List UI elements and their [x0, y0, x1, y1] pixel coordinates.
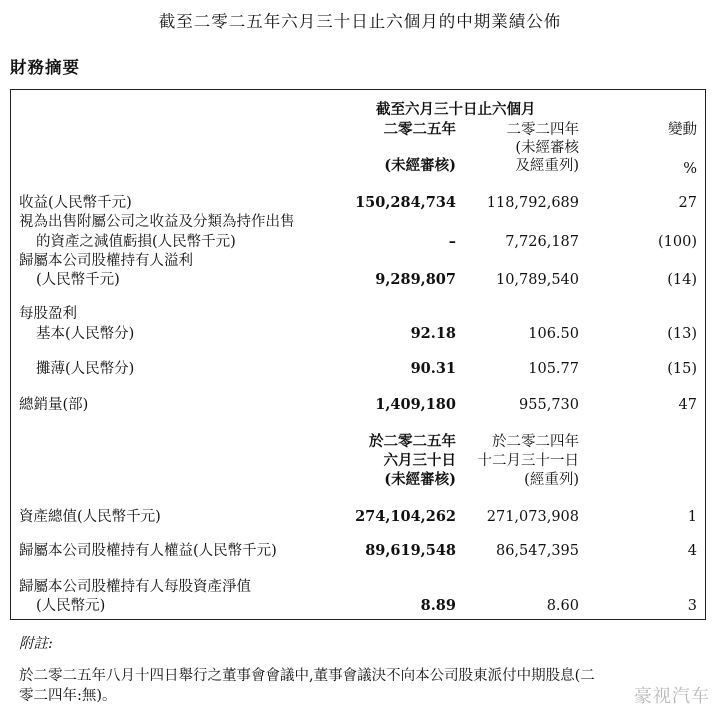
col-2025-header: 二零二五年 [383, 121, 456, 138]
row-label-total-assets: 資產總值(人民幣千元) [19, 509, 161, 525]
row-value-assets-2025: 274,104,262 [355, 508, 456, 525]
row-label-disposal-cont: 的資產之減值虧損(人民幣千元) [36, 234, 236, 250]
col-2024-date-line1: 於二零二四年 [492, 434, 579, 450]
col-2024-date-line2: 十二月三十一日 [477, 453, 579, 469]
watermark: 豪视汽车 [634, 686, 710, 707]
col-2024-header: 二零二四年 [506, 122, 579, 138]
col-2024-date-restated: (經重列) [524, 472, 579, 488]
row-value-disposal-change: (100) [658, 234, 697, 250]
row-label-revenue: 收益(人民幣千元) [19, 195, 132, 211]
row-value-assets-change: 1 [687, 509, 697, 525]
row-label-profit: 歸屬本公司股權持有人溢利 [19, 253, 193, 269]
row-value-sales-change: 47 [678, 397, 697, 413]
row-label-profit-cont: (人民幣千元) [36, 272, 120, 288]
row-value-revenue-2025: 150,284,734 [355, 194, 456, 211]
col-2025-date-line2: 六月三十日 [383, 452, 456, 469]
percent-header: % [683, 161, 697, 177]
row-value-profit-2025: 9,289,807 [375, 271, 456, 288]
row-value-disposal-2024: 7,726,187 [505, 234, 579, 250]
row-value-equity-2025: 89,619,548 [365, 542, 456, 559]
row-value-eps-diluted-change: (15) [667, 361, 697, 377]
financial-summary-box [10, 89, 706, 620]
row-label-eps-basic: 基本(人民幣分) [36, 326, 135, 342]
row-value-sales-2024: 955,730 [519, 397, 579, 413]
row-value-sales-2025: 1,409,180 [375, 396, 456, 413]
row-value-equity-change: 4 [687, 543, 697, 559]
note-heading: 附註: [19, 636, 53, 652]
row-value-eps-diluted-2025: 90.31 [410, 360, 456, 377]
row-value-revenue-change: 27 [678, 195, 697, 211]
section-heading: 財務摘要 [10, 58, 80, 77]
row-label-disposal: 視為出售附屬公司之收益及分類為持作出售 [19, 214, 295, 230]
eps-heading: 每股盈利 [19, 306, 77, 322]
col-2024-restated: 及經重列) [515, 158, 579, 174]
note-line-2: 零二四年:無)。 [19, 688, 117, 704]
row-label-equity: 歸屬本公司股權持有人權益(人民幣千元) [19, 543, 277, 559]
row-value-equity-2024: 86,547,395 [495, 543, 579, 559]
row-value-disposal-2025: – [448, 233, 456, 250]
row-label-eps-diluted: 攤薄(人民幣分) [36, 361, 135, 377]
row-value-nav-change: 3 [687, 598, 697, 614]
row-value-profit-change: (14) [667, 272, 697, 288]
change-header: 變動 [668, 122, 697, 138]
row-value-eps-diluted-2024: 105.77 [528, 361, 579, 377]
row-value-nav-2024: 8.60 [546, 598, 579, 614]
row-value-eps-basic-2024: 106.50 [528, 326, 579, 342]
row-value-profit-2024: 10,789,540 [495, 272, 579, 288]
row-label-nav-per-share-cont: (人民幣元) [36, 598, 106, 614]
row-value-revenue-2024: 118,792,689 [486, 195, 579, 211]
col-2025-unaudited: (未經審核) [384, 157, 456, 174]
note-line-1: 於二零二五年八月十四日舉行之董事會會議中,董事會議決不向本公司股東派付中期股息(二 [19, 668, 595, 684]
row-value-nav-2025: 8.89 [420, 597, 456, 614]
row-label-sales-volume: 總銷量(部) [19, 397, 89, 413]
row-value-assets-2024: 271,073,908 [486, 509, 579, 525]
col-2024-unaudited: (未經審核 [515, 140, 579, 156]
row-value-eps-basic-change: (13) [667, 326, 697, 342]
col-2025-date-unaudited: (未經審核) [384, 471, 456, 488]
page-title: 截至二零二五年六月三十日止六個月的中期業績公佈 [158, 12, 562, 31]
row-label-nav-per-share: 歸屬本公司股權持有人每股資產淨值 [19, 579, 251, 595]
col-2025-date-line1: 於二零二五年 [369, 433, 456, 450]
period-header: 截至六月三十日止六個月 [376, 101, 536, 118]
row-value-eps-basic-2025: 92.18 [410, 325, 456, 342]
